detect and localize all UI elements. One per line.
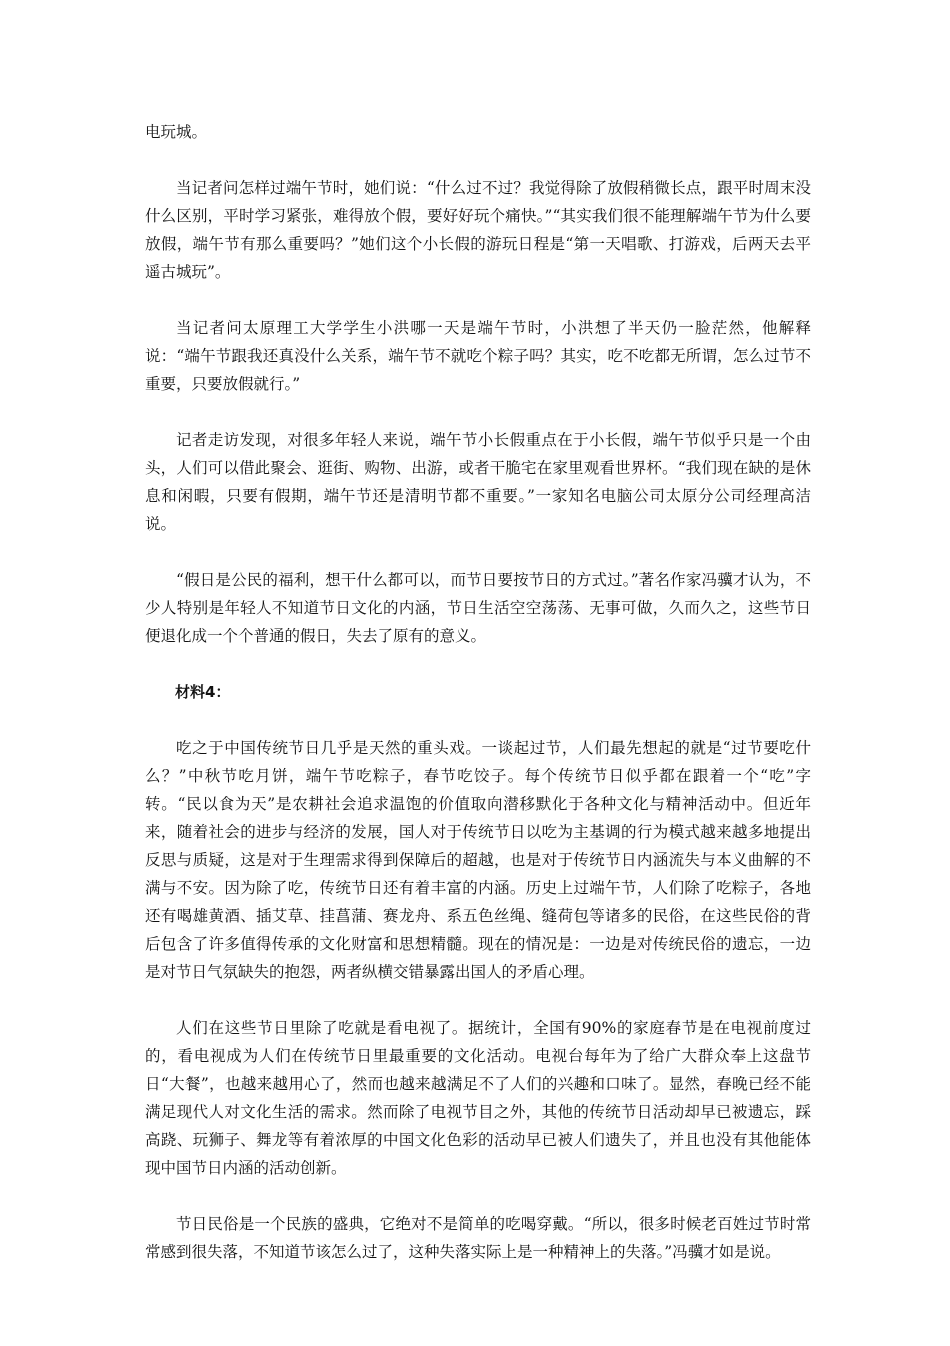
paragraph-food-and-festivals: 吃之于中国传统节日几乎是天然的重头戏。一谈起过节，人们最先想起的就是“过节要吃什么？”中秋节吃月饼，端午节吃粽子，春节吃饺子。每个传统节日似乎都在跟着一个“吃”字转。“民以食为天”是农耕社会追求温饱的价值取向潜移默化于各种文化与精神活动中。但近年来，随着社会的进步与经济的发展，国人对于传统节日以吃为主基调的行为模式越来越多地提出反思与质疑，这是对于生理需求得到保障后的超越，也是对于传统节日内涵流失与本义曲解的不满与不安。因为除了吃，传统节日还有着丰富的内涵。历史上过端午节，人们除了吃粽子，各地还有喝雄黄酒、插艾草、挂菖蒲、赛龙舟、系五色丝绳、缝荷包等诸多的民俗，在这些民俗的背后包含了许多值得传承的文化财富和思想精髓。现在的情况是：一边是对传统民俗的遗忘，一边是对节日气氛缺失的抱怨，两者纵横交错暴露出国人的矛盾心理。 bbox=[145, 739, 811, 981]
paragraph-student-xiaohong: 当记者问太原理工大学学生小洪哪一天是端午节时，小洪想了半天仍一脸茫然，他解释说：“端午节跟我还真没什么关系，端午节不就吃个粽子吗？其实，吃不吃都无所谓，怎么过节不重要，只要放假就行。” bbox=[145, 319, 811, 393]
paragraph-continuation: 电玩城。 bbox=[145, 123, 208, 141]
document-body bbox=[145, 118, 811, 1294]
paragraph-feng-jicai-quote: “假日是公民的福利，想干什么都可以，而节日要按节日的方式过。”著名作家冯骥才认为，不少人特别是年轻人不知道节日文化的内涵，节日生活空空荡荡、无事可做，久而久之，这些节日便退化成一个个普通的假日，失去了原有的意义。 bbox=[145, 571, 811, 645]
paragraph-reporter-findings: 记者走访发现，对很多年轻人来说，端午节小长假重点在于小长假，端午节似乎只是一个由头，人们可以借此聚会、逛街、购物、出游，或者干脆宅在家里观看世界杯。“我们现在缺的是休息和闲暇，只要有假期，端午节还是清明节都不重要。”一家知名电脑公司太原分公司经理高洁说。 bbox=[145, 431, 811, 533]
paragraph-interview-students: 当记者问怎样过端午节时，她们说：“什么过不过？我觉得除了放假稍微长点，跟平时周末没什么区别，平时学习紧张，难得放个假，要好好玩个痛快。”“其实我们很不能理解端午节为什么要放假，端午节有那么重要吗？”她们这个小长假的游玩日程是“第一天唱歌、打游戏，后两天去平遥古城玩”。 bbox=[145, 179, 811, 281]
paragraph-festival-customs: 节日民俗是一个民族的盛典，它绝对不是简单的吃喝穿戴。“所以，很多时候老百姓过节时常常感到很失落，不知道节该怎么过了，这种失落实际上是一种精神上的失落。”冯骥才如是说。 bbox=[145, 1215, 811, 1261]
section-heading-material-4: 材料4： bbox=[175, 683, 231, 701]
paragraph-tv-and-festivals: 人们在这些节日里除了吃就是看电视了。据统计，全国有90%的家庭春节是在电视前度过的，看电视成为人们在传统节日里最重要的文化活动。电视台每年为了给广大群众奉上这盘节日“大餐”，也越来越用心了，然而也越来越满足不了人们的兴趣和口味了。显然，春晚已经不能满足现代人对文化生活的需求。然而除了电视节目之外，其他的传统节日活动却早已被遗忘，踩高跷、玩狮子、舞龙等有着浓厚的中国文化色彩的活动早已被人们遗失了，并且也没有其他能体现中国节日内涵的活动创新。 bbox=[145, 1019, 811, 1177]
